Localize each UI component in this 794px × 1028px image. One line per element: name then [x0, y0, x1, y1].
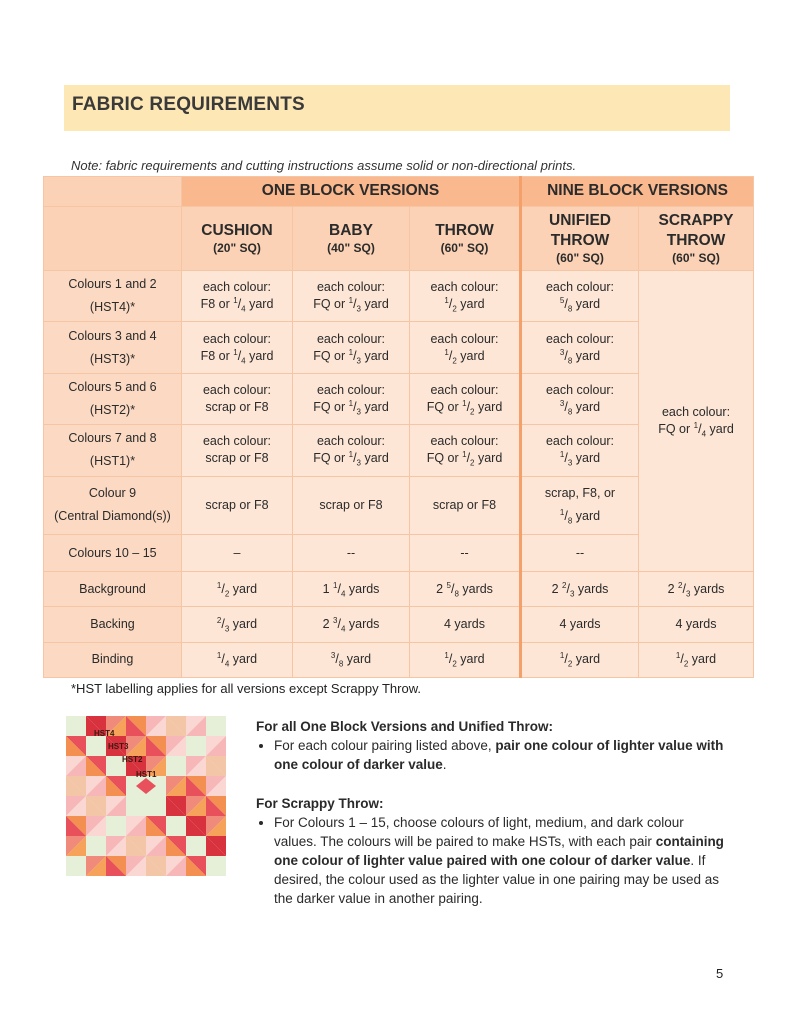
fraction-denominator: 8: [567, 304, 573, 314]
table-cell: [293, 642, 410, 677]
fraction-numerator: 1: [559, 508, 565, 518]
cell-line-1: each colour:: [545, 434, 615, 449]
fraction-numerator: 1: [462, 450, 467, 460]
section-title: FABRIC REQUIREMENTS: [72, 94, 305, 115]
row-label: [44, 425, 182, 476]
quilt-triangles: [66, 716, 226, 876]
bullet-text: For Colours 1 – 15, choose colours of light, medium, and dark colour values. The colours will be paired to make HSTs, with each pair: [274, 815, 684, 849]
fraction-numerator: 1: [216, 580, 222, 590]
fraction-denominator: 8: [567, 516, 573, 526]
fraction-denominator: 3: [356, 458, 361, 468]
fraction-denominator: 2: [452, 356, 457, 366]
column-name: THROW: [435, 221, 494, 239]
amount-suffix: yard: [456, 348, 485, 363]
one-block-instructions: [256, 717, 726, 774]
scrappy-span-cell: [639, 271, 754, 572]
table-cell: [182, 642, 293, 677]
row-label-text: Colours 10 – 15: [68, 545, 157, 560]
cell-line-1: each colour:: [202, 383, 272, 398]
row-label: [44, 534, 182, 571]
table-cell: [521, 572, 639, 607]
fraction-numerator: 1: [559, 651, 565, 661]
amount-suffix: yard: [245, 297, 274, 312]
column-header: [521, 207, 639, 271]
table-row: [44, 607, 754, 642]
table-cell: [293, 373, 410, 424]
table-cell: [639, 572, 754, 607]
fraction-denominator: 2: [683, 659, 689, 669]
cell-amount: FQ or $^1/_3$ yard: [313, 296, 389, 314]
amount-suffix: yard: [361, 297, 389, 312]
amount-suffix: yard: [361, 399, 389, 414]
table-cell: [182, 425, 293, 476]
group-header-nine-block: NINE BLOCK VERSIONS: [521, 177, 754, 207]
amount-suffix: yard: [572, 348, 601, 363]
row-label: Binding: [44, 642, 182, 677]
group-header-one-block: ONE BLOCK VERSIONS: [182, 177, 521, 207]
cell-line-1: scrap, F8, or: [544, 486, 616, 501]
fraction-denominator: 3: [356, 356, 361, 366]
fraction-numerator: 3: [330, 651, 336, 661]
cell-amount: FQ or $^1/_3$ yard: [313, 347, 389, 366]
table-cell: [410, 572, 521, 607]
row-label-sub: (HST4)*: [89, 300, 136, 315]
amount-prefix: 2: [551, 581, 562, 596]
fraction-numerator: 1: [675, 651, 681, 661]
table-cell: [293, 476, 410, 534]
amount-prefix: FQ or: [313, 297, 349, 312]
amount-suffix: yard: [245, 348, 274, 363]
cell-amount: $^1/_2$ yard: [675, 651, 717, 669]
row-label: [44, 373, 182, 424]
cell-line-1: each colour:: [545, 331, 615, 346]
column-header: [410, 207, 521, 271]
cell-amount: $^1/_3$ yard: [559, 450, 601, 468]
cell-amount: 2 $^2/_3$ yards: [667, 580, 725, 599]
table-cell: [521, 534, 639, 571]
fraction-numerator: 1: [348, 450, 354, 460]
table-row: [44, 572, 754, 607]
cell-line-1: each colour:: [430, 383, 499, 398]
amount-prefix: 2: [322, 617, 333, 632]
cell-line-1: each colour:: [545, 383, 615, 398]
fraction-numerator: 1: [348, 398, 354, 408]
row-label-text: Colours 3 and 4: [68, 328, 157, 343]
cell-amount: $^5/_8$ yard: [559, 296, 601, 314]
row-label: [44, 476, 182, 534]
bullet-bold: pair one colour of lighter value with one colour of darker value: [274, 738, 724, 772]
note-text: Note: fabric requirements and cutting instructions assume solid or non-directional prints.: [71, 158, 577, 173]
quilt-block-illustration: [66, 716, 226, 876]
fraction-denominator: 8: [567, 407, 573, 417]
amount-prefix: --: [460, 545, 469, 560]
cell-amount: F8 or $^1/_4$ yard: [200, 347, 274, 366]
table-cell: [182, 271, 293, 322]
table-cell: [521, 425, 639, 476]
bullet-bold: containing one colour of lighter value paired with one colour of darker value: [274, 834, 724, 868]
amount-prefix: FQ or: [658, 422, 694, 437]
cell-line-1: each colour:: [545, 280, 615, 295]
cell-line-1: each colour:: [661, 405, 731, 420]
amount-suffix: yard: [572, 509, 601, 524]
hst-label: HST3: [108, 742, 129, 751]
fabric-requirements-table: [43, 176, 754, 678]
fraction-denominator: 2: [224, 589, 230, 599]
table-cell: [293, 425, 410, 476]
cell-amount: [412, 616, 517, 633]
cell-amount: [412, 545, 517, 562]
amount-suffix: yards: [345, 617, 380, 632]
amount-suffix: yards: [690, 581, 725, 596]
cell-line-1: each colour:: [430, 331, 499, 346]
table-body: [44, 271, 754, 678]
fraction-denominator: 2: [452, 304, 457, 314]
column-size: (20" SQ): [213, 240, 261, 255]
cell-amount: $^1/_2$ yard: [559, 651, 601, 669]
amount-prefix: 4 yards: [559, 617, 601, 632]
fraction-numerator: 1: [559, 450, 565, 460]
cell-amount: [524, 545, 636, 562]
cell-amount: [295, 497, 407, 514]
amount-suffix: yard: [361, 451, 389, 466]
table-cell: [293, 322, 410, 373]
table-cell: [410, 642, 521, 677]
fraction-denominator: 4: [224, 659, 230, 669]
cell-amount: 2 $^2/_3$ yards: [551, 580, 609, 599]
column-header: [293, 207, 410, 271]
row-label-text: Colours 1 and 2: [68, 277, 157, 292]
footnote: *HST labelling applies for all versions except Scrappy Throw.: [71, 681, 421, 696]
fraction-denominator: 3: [356, 407, 361, 417]
fraction-denominator: 4: [241, 356, 246, 366]
amount-suffix: yard: [474, 399, 503, 414]
amount-suffix: yard: [229, 617, 258, 632]
amount-prefix: FQ or: [313, 348, 349, 363]
table-cell: [410, 476, 521, 534]
table-cell: [639, 642, 754, 677]
row-label-sub: (HST2)*: [89, 402, 136, 417]
amount-suffix: yard: [706, 422, 734, 437]
fraction-numerator: 2: [216, 615, 222, 625]
amount-suffix: yard: [572, 652, 601, 667]
row-label-sub: (Central Diamond(s)): [54, 509, 171, 524]
fraction-denominator: 2: [567, 659, 573, 669]
amount-prefix: scrap or F8: [319, 497, 383, 512]
scrappy-bullet: [274, 813, 726, 908]
cell-amount: 1 $^1/_4$ yards: [322, 580, 380, 599]
row-label: Background: [44, 572, 182, 607]
row-label-sub: (HST3)*: [89, 351, 136, 366]
one-block-heading: For all One Block Versions and Unified Throw:: [256, 719, 554, 734]
cell-amount: $^1/_2$ yard: [444, 347, 485, 366]
fraction-numerator: 1: [444, 347, 449, 357]
table-cell: [182, 572, 293, 607]
cell-line-1: each colour:: [316, 331, 386, 346]
hst-label: HST1: [136, 770, 157, 779]
amount-suffix: yard: [456, 297, 485, 312]
fraction-denominator: 2: [470, 407, 475, 417]
fraction-denominator: 3: [685, 589, 691, 599]
fraction-numerator: 1: [348, 347, 354, 357]
cell-amount: $^1/_4$ yard: [216, 651, 258, 669]
cell-amount: [524, 616, 636, 633]
column-size: (40" SQ): [327, 240, 375, 255]
column-header: [639, 207, 754, 271]
column-size: (60" SQ): [672, 250, 720, 265]
table-cell: [521, 476, 639, 534]
fraction-numerator: 5: [446, 580, 451, 590]
cell-amount: $^1/_2$ yard: [444, 651, 485, 669]
table-cell: [182, 373, 293, 424]
table-cell: [182, 607, 293, 642]
bullet-text-end: .: [442, 757, 447, 772]
amount-suffix: yard: [361, 348, 389, 363]
amount-suffix: yards: [345, 581, 380, 596]
cell-amount: FQ or $^1/_2$ yard: [426, 398, 503, 417]
fraction-denominator: 4: [241, 304, 246, 314]
column-name: UNIFIED THROW: [549, 211, 611, 249]
cell-amount: $^2/_3$ yard: [216, 615, 258, 634]
fraction-denominator: 4: [340, 589, 346, 599]
table-cell: [293, 271, 410, 322]
amount-prefix: 4 yards: [675, 617, 717, 632]
amount-prefix: FQ or: [313, 451, 349, 466]
amount-suffix: yard: [688, 652, 717, 667]
fraction-denominator: 8: [338, 659, 344, 669]
table-cell: [410, 425, 521, 476]
cell-amount: [184, 450, 290, 467]
cell-amount: FQ or $^1/_3$ yard: [313, 450, 389, 468]
table-cell: [521, 607, 639, 642]
row-label-text: Colours 5 and 6: [68, 380, 157, 395]
cell-line-1: each colour:: [202, 331, 272, 346]
fraction-denominator: 4: [701, 429, 707, 439]
fraction-numerator: 3: [559, 347, 565, 357]
cell-amount: $^3/_8$ yard: [559, 398, 601, 417]
table-cell: [293, 572, 410, 607]
cell-amount: [641, 616, 751, 633]
fraction-denominator: 8: [454, 589, 459, 599]
amount-prefix: 2: [667, 581, 678, 596]
cell-amount: $^1/_2$ yard: [444, 296, 485, 314]
amount-prefix: --: [346, 545, 356, 560]
hst-label: HST2: [122, 755, 143, 764]
amount-suffix: yard: [474, 451, 503, 466]
fraction-numerator: 1: [444, 296, 449, 306]
table-cell: [521, 322, 639, 373]
cell-amount: $^1/_8$ yard: [559, 508, 601, 526]
cell-amount: $^3/_8$ yard: [559, 347, 601, 366]
amount-suffix: yards: [458, 581, 493, 596]
amount-prefix: 4 yards: [444, 617, 485, 632]
amount-prefix: 2: [436, 581, 447, 596]
cell-line-1: each colour:: [202, 280, 272, 295]
amount-prefix: FQ or: [426, 451, 463, 466]
amount-suffix: yard: [572, 297, 601, 312]
column-name: BABY: [329, 221, 373, 239]
fraction-numerator: 1: [233, 347, 238, 357]
column-size: (60" SQ): [440, 240, 489, 255]
amount-prefix: scrap or F8: [205, 451, 269, 466]
table-cell: [410, 271, 521, 322]
cell-amount: $^3/_8$ yard: [330, 651, 372, 669]
amount-suffix: yard: [572, 451, 601, 466]
fraction-numerator: 1: [233, 296, 238, 306]
row-label: [44, 271, 182, 322]
fraction-numerator: 2: [562, 580, 567, 590]
cell-line-1: each colour:: [316, 280, 386, 295]
table-cell: [293, 534, 410, 571]
column-name: CUSHION: [201, 221, 273, 239]
table-cell: [410, 322, 521, 373]
row-label-text: Colour 9: [88, 486, 137, 501]
cell-amount: 2 $^5/_8$ yards: [436, 580, 493, 599]
table-row: [44, 271, 754, 322]
cell-amount: FQ or $^1/_2$ yard: [426, 450, 503, 468]
fraction-denominator: 2: [470, 458, 475, 468]
bullet-text: For each colour pairing listed above,: [274, 738, 496, 753]
fraction-numerator: 1: [462, 398, 467, 408]
column-name: SCRAPPY THROW: [658, 211, 734, 249]
amount-prefix: F8 or: [200, 297, 234, 312]
amount-prefix: FQ or: [426, 399, 463, 414]
table-cell: [639, 607, 754, 642]
amount-suffix: yard: [343, 652, 372, 667]
amount-suffix: yard: [572, 399, 601, 414]
amount-suffix: yards: [574, 581, 609, 596]
row-label: [44, 322, 182, 373]
table-cell: [293, 607, 410, 642]
fraction-numerator: 1: [348, 296, 354, 306]
fraction-numerator: 3: [559, 398, 565, 408]
table-cell: [521, 373, 639, 424]
row-label-header: [44, 207, 182, 271]
cell-line-1: each colour:: [430, 280, 499, 295]
cell-amount: F8 or $^1/_4$ yard: [200, 296, 274, 314]
table-cell: [182, 476, 293, 534]
table-cell: [182, 322, 293, 373]
cell-amount: [412, 497, 517, 514]
fraction-numerator: 1: [693, 420, 699, 430]
table-row: [44, 642, 754, 677]
fraction-numerator: 1: [444, 651, 449, 661]
fraction-numerator: 1: [216, 651, 222, 661]
amount-prefix: scrap or F8: [205, 497, 269, 512]
cell-amount: FQ or $^1/_4$ yard: [658, 420, 734, 439]
amount-prefix: FQ or: [313, 399, 349, 414]
column-header: [182, 207, 293, 271]
fraction-numerator: 1: [333, 580, 338, 590]
amount-prefix: F8 or: [200, 348, 234, 363]
amount-prefix: scrap or F8: [205, 399, 269, 414]
column-size: (60" SQ): [556, 250, 604, 265]
cell-line-1: each colour:: [202, 434, 272, 449]
one-block-bullet: [274, 736, 726, 774]
cell-amount: FQ or $^1/_3$ yard: [313, 398, 389, 417]
amount-prefix: –: [233, 545, 241, 560]
section-banner: [64, 85, 730, 131]
fraction-denominator: 3: [567, 458, 573, 468]
table-cell: [410, 373, 521, 424]
table-cell: [410, 534, 521, 571]
cell-amount: 2 $^3/_4$ yards: [322, 615, 380, 634]
amount-prefix: 1: [322, 581, 333, 596]
scrappy-instructions: [256, 794, 726, 908]
cell-amount: [184, 497, 290, 514]
amount-suffix: yard: [229, 581, 258, 596]
amount-prefix: --: [575, 545, 585, 560]
corner-header: [44, 177, 182, 207]
amount-prefix: scrap or F8: [432, 497, 497, 512]
amount-suffix: yard: [456, 652, 485, 667]
fraction-denominator: 8: [567, 356, 573, 366]
scrappy-heading: For Scrappy Throw:: [256, 796, 384, 811]
fraction-denominator: 3: [356, 304, 361, 314]
fraction-denominator: 3: [224, 624, 230, 634]
table-cell: [521, 271, 639, 322]
table-cell: [521, 642, 639, 677]
cell-amount: [184, 545, 290, 562]
fraction-numerator: 5: [559, 296, 565, 306]
fraction-denominator: 3: [569, 589, 575, 599]
table-cell: [182, 534, 293, 571]
fraction-numerator: 2: [678, 580, 683, 590]
fraction-numerator: 3: [333, 615, 338, 625]
page-number: 5: [716, 966, 724, 981]
bullet-text-end: . If desired, the colour used as the lighter value in one pairing may be used as the darker value in another pairing.: [274, 853, 720, 906]
row-label: Backing: [44, 607, 182, 642]
cell-amount: $^1/_2$ yard: [216, 580, 258, 599]
cell-line-1: each colour:: [316, 434, 386, 449]
table-cell: [410, 607, 521, 642]
cell-line-1: each colour:: [430, 434, 499, 449]
cell-line-1: each colour:: [316, 383, 386, 398]
row-label-sub: (HST1)*: [89, 454, 136, 469]
cell-amount: [184, 399, 290, 416]
cell-amount: [295, 545, 407, 562]
hst-label: HST4: [94, 729, 115, 738]
fraction-denominator: 2: [452, 659, 457, 669]
row-label-text: Colours 7 and 8: [68, 431, 157, 446]
fraction-denominator: 4: [340, 624, 346, 634]
amount-suffix: yard: [229, 652, 258, 667]
